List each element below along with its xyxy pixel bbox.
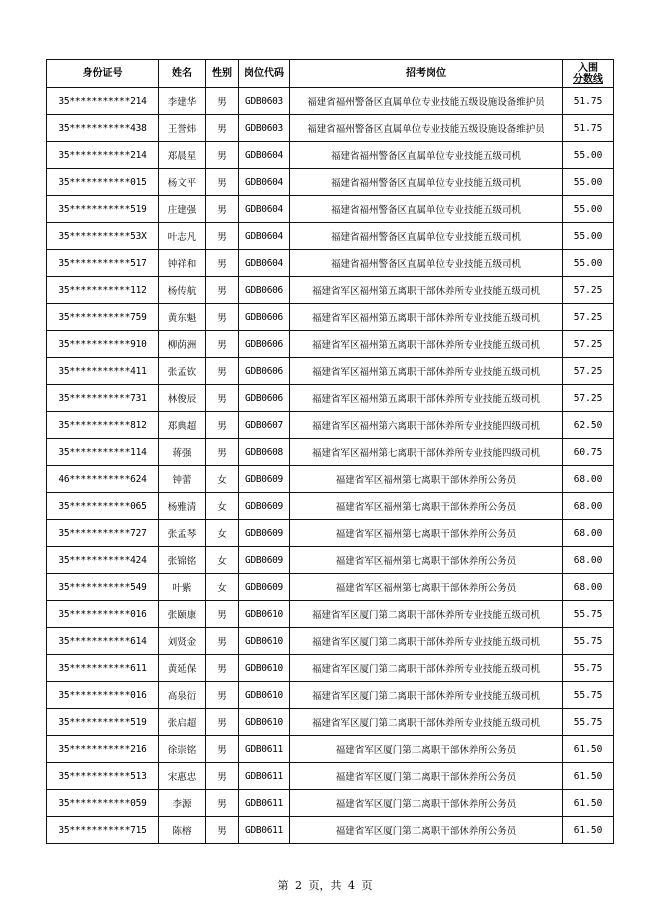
table-row [47,763,614,790]
table-row [47,655,614,682]
cell-score: 51.75 [563,115,614,142]
cell-name: 柳荫洲 [159,331,206,358]
cell-id: 35***********513 [47,763,159,790]
cell-gender: 男 [206,385,239,412]
cell-score: 68.00 [563,466,614,493]
cell-code: GDB0610 [239,709,290,736]
cell-position: 福建省军区福州第七离职干部休养所公务员 [290,493,563,520]
cell-name: 高泉衍 [159,682,206,709]
cell-id: 35***********216 [47,736,159,763]
cell-gender: 男 [206,790,239,817]
cell-code: GDB0604 [239,250,290,277]
header-score-line1: 入围 [578,62,598,74]
cell-score: 55.75 [563,628,614,655]
cell-code: GDB0606 [239,331,290,358]
cell-code: GDB0610 [239,628,290,655]
cell-name: 黄东魁 [159,304,206,331]
cell-name: 李源 [159,790,206,817]
cell-gender: 男 [206,331,239,358]
cell-gender: 男 [206,169,239,196]
cell-score: 51.75 [563,88,614,115]
cell-code: GDB0609 [239,520,290,547]
cell-score: 61.50 [563,790,614,817]
table-row [47,304,614,331]
header-name: 姓名 [159,60,206,88]
cell-code: GDB0611 [239,763,290,790]
cell-position: 福建省军区福州第七离职干部休养所公务员 [290,466,563,493]
cell-score: 61.50 [563,736,614,763]
cell-position: 福建省福州警备区直属单位专业技能五级设施设备维护员 [290,115,563,142]
table-row [47,439,614,466]
header-position: 招考岗位 [290,60,563,88]
cell-id: 35***********614 [47,628,159,655]
cell-code: GDB0604 [239,142,290,169]
cell-position: 福建省军区厦门第二离职干部休养所专业技能五级司机 [290,628,563,655]
cell-gender: 男 [206,88,239,115]
cell-id: 35***********016 [47,682,159,709]
cell-id: 35***********114 [47,439,159,466]
cell-id: 35***********424 [47,547,159,574]
cell-position: 福建省军区厦门第二离职干部休养所公务员 [290,736,563,763]
table-header-row [47,60,614,88]
cell-gender: 男 [206,601,239,628]
header-code: 岗位代码 [239,60,290,88]
cell-id: 35***********438 [47,115,159,142]
cell-gender: 男 [206,142,239,169]
table-row [47,628,614,655]
table-row [47,88,614,115]
cell-id: 35***********715 [47,817,159,844]
table-row [47,250,614,277]
cell-id: 35***********727 [47,520,159,547]
cell-id: 35***********759 [47,304,159,331]
cell-id: 35***********214 [47,142,159,169]
table-row [47,601,614,628]
cell-gender: 男 [206,439,239,466]
cell-score: 57.25 [563,385,614,412]
cell-score: 55.00 [563,169,614,196]
cell-name: 李建华 [159,88,206,115]
cell-gender: 男 [206,628,239,655]
cell-gender: 男 [206,358,239,385]
cell-name: 林俊辰 [159,385,206,412]
cell-name: 张孟琴 [159,520,206,547]
cell-name: 刘贤金 [159,628,206,655]
cell-id: 35***********53X [47,223,159,250]
table-row [47,358,614,385]
table-row [47,493,614,520]
table-row [47,142,614,169]
cell-code: GDB0606 [239,277,290,304]
cell-code: GDB0611 [239,817,290,844]
cell-code: GDB0607 [239,412,290,439]
cell-gender: 男 [206,817,239,844]
cell-code: GDB0611 [239,790,290,817]
cell-position: 福建省军区厦门第二离职干部休养所公务员 [290,817,563,844]
cell-name: 杨传航 [159,277,206,304]
table-row [47,817,614,844]
cell-position: 福建省军区福州第五离职干部休养所专业技能五级司机 [290,277,563,304]
cell-gender: 男 [206,196,239,223]
cell-position: 福建省军区福州第七离职干部休养所公务员 [290,547,563,574]
cell-position: 福建省福州警备区直属单位专业技能五级司机 [290,196,563,223]
cell-name: 黄延保 [159,655,206,682]
cell-score: 55.00 [563,250,614,277]
cell-score: 55.75 [563,682,614,709]
cell-id: 35***********812 [47,412,159,439]
cell-name: 钟祥和 [159,250,206,277]
table-row [47,277,614,304]
cell-code: GDB0608 [239,439,290,466]
cell-name: 张启超 [159,709,206,736]
cell-id: 46***********624 [47,466,159,493]
cell-code: GDB0606 [239,385,290,412]
cell-name: 庄建强 [159,196,206,223]
cell-code: GDB0604 [239,196,290,223]
cell-code: GDB0606 [239,304,290,331]
table-row [47,790,614,817]
table-row [47,682,614,709]
cell-code: GDB0606 [239,358,290,385]
cell-id: 35***********016 [47,601,159,628]
cell-gender: 女 [206,466,239,493]
cell-score: 55.75 [563,655,614,682]
candidate-table [46,59,614,844]
cell-name: 王誉炜 [159,115,206,142]
cell-gender: 女 [206,520,239,547]
table-row [47,385,614,412]
cell-score: 55.75 [563,601,614,628]
cell-id: 35***********214 [47,88,159,115]
table-row [47,709,614,736]
cell-name: 张锦铭 [159,547,206,574]
header-id: 身份证号 [47,60,159,88]
cell-name: 张孟钦 [159,358,206,385]
cell-score: 68.00 [563,493,614,520]
cell-name: 宋惠忠 [159,763,206,790]
table-row [47,196,614,223]
table-row [47,574,614,601]
cell-code: GDB0604 [239,223,290,250]
cell-id: 35***********549 [47,574,159,601]
cell-name: 叶紫 [159,574,206,601]
cell-score: 57.25 [563,304,614,331]
cell-position: 福建省军区福州第六离职干部休养所专业技能四级司机 [290,412,563,439]
cell-position: 福建省军区厦门第二离职干部休养所专业技能五级司机 [290,682,563,709]
cell-name: 蒋强 [159,439,206,466]
table-row [47,115,614,142]
table-row [47,736,614,763]
cell-score: 57.25 [563,331,614,358]
cell-score: 68.00 [563,547,614,574]
cell-score: 68.00 [563,574,614,601]
cell-code: GDB0609 [239,466,290,493]
cell-position: 福建省军区福州第五离职干部休养所专业技能五级司机 [290,358,563,385]
cell-id: 35***********517 [47,250,159,277]
cell-position: 福建省军区厦门第二离职干部休养所公务员 [290,790,563,817]
cell-gender: 男 [206,682,239,709]
cell-position: 福建省军区厦门第二离职干部休养所公务员 [290,763,563,790]
cell-gender: 男 [206,223,239,250]
table-row [47,520,614,547]
cell-gender: 男 [206,250,239,277]
cell-name: 郑晨星 [159,142,206,169]
cell-position: 福建省军区福州第五离职干部休养所专业技能五级司机 [290,304,563,331]
cell-gender: 男 [206,277,239,304]
cell-gender: 男 [206,655,239,682]
cell-position: 福建省福州警备区直属单位专业技能五级司机 [290,250,563,277]
cell-score: 55.00 [563,196,614,223]
table-row [47,331,614,358]
cell-score: 68.00 [563,520,614,547]
cell-id: 35***********411 [47,358,159,385]
table-row [47,223,614,250]
cell-score: 55.75 [563,709,614,736]
page-number: 第 2 页，共 4 页 [277,879,373,892]
cell-name: 叶志凡 [159,223,206,250]
cell-position: 福建省军区福州第五离职干部休养所专业技能五级司机 [290,385,563,412]
cell-gender: 男 [206,115,239,142]
cell-score: 61.50 [563,763,614,790]
header-score-line2: 分数线 [573,73,603,85]
cell-id: 35***********519 [47,709,159,736]
cell-name: 杨文平 [159,169,206,196]
cell-position: 福建省军区厦门第二离职干部休养所专业技能五级司机 [290,709,563,736]
cell-id: 35***********611 [47,655,159,682]
cell-name: 杨雅清 [159,493,206,520]
cell-position: 福建省福州警备区直属单位专业技能五级司机 [290,223,563,250]
cell-position: 福建省军区福州第七离职干部休养所专业技能四级司机 [290,439,563,466]
cell-gender: 女 [206,547,239,574]
cell-gender: 男 [206,709,239,736]
cell-name: 张颐康 [159,601,206,628]
cell-code: GDB0603 [239,88,290,115]
cell-code: GDB0609 [239,547,290,574]
cell-score: 55.00 [563,223,614,250]
cell-gender: 女 [206,574,239,601]
cell-gender: 男 [206,412,239,439]
cell-name: 陈榕 [159,817,206,844]
table-body [47,88,614,844]
cell-name: 郑典超 [159,412,206,439]
cell-code: GDB0604 [239,169,290,196]
cell-position: 福建省军区福州第七离职干部休养所公务员 [290,520,563,547]
cell-position: 福建省军区厦门第二离职干部休养所专业技能五级司机 [290,601,563,628]
cell-id: 35***********015 [47,169,159,196]
cell-score: 55.00 [563,142,614,169]
cell-gender: 男 [206,304,239,331]
cell-name: 钟蕾 [159,466,206,493]
cell-name: 徐崇铭 [159,736,206,763]
cell-position: 福建省福州警备区直属单位专业技能五级司机 [290,142,563,169]
cell-id: 35***********519 [47,196,159,223]
cell-id: 35***********112 [47,277,159,304]
cell-gender: 男 [206,736,239,763]
cell-position: 福建省军区厦门第二离职干部休养所专业技能五级司机 [290,655,563,682]
cell-code: GDB0611 [239,736,290,763]
table-row [47,466,614,493]
cell-gender: 男 [206,763,239,790]
table-row [47,169,614,196]
cell-code: GDB0603 [239,115,290,142]
cell-code: GDB0610 [239,601,290,628]
cell-score: 62.50 [563,412,614,439]
cell-position: 福建省福州警备区直属单位专业技能五级司机 [290,169,563,196]
cell-code: GDB0609 [239,493,290,520]
cell-id: 35***********065 [47,493,159,520]
header-gender: 性别 [206,60,239,88]
cell-position: 福建省军区福州第五离职干部休养所专业技能五级司机 [290,331,563,358]
cell-score: 57.25 [563,358,614,385]
cell-code: GDB0610 [239,655,290,682]
cell-id: 35***********731 [47,385,159,412]
table-row [47,412,614,439]
cell-position: 福建省军区福州第七离职干部休养所公务员 [290,574,563,601]
cell-position: 福建省福州警备区直属单位专业技能五级设施设备维护员 [290,88,563,115]
table-row [47,547,614,574]
cell-score: 60.75 [563,439,614,466]
header-score [563,60,614,88]
cell-code: GDB0610 [239,682,290,709]
cell-score: 61.50 [563,817,614,844]
cell-score: 57.25 [563,277,614,304]
cell-id: 35***********910 [47,331,159,358]
cell-id: 35***********059 [47,790,159,817]
cell-gender: 女 [206,493,239,520]
cell-code: GDB0609 [239,574,290,601]
